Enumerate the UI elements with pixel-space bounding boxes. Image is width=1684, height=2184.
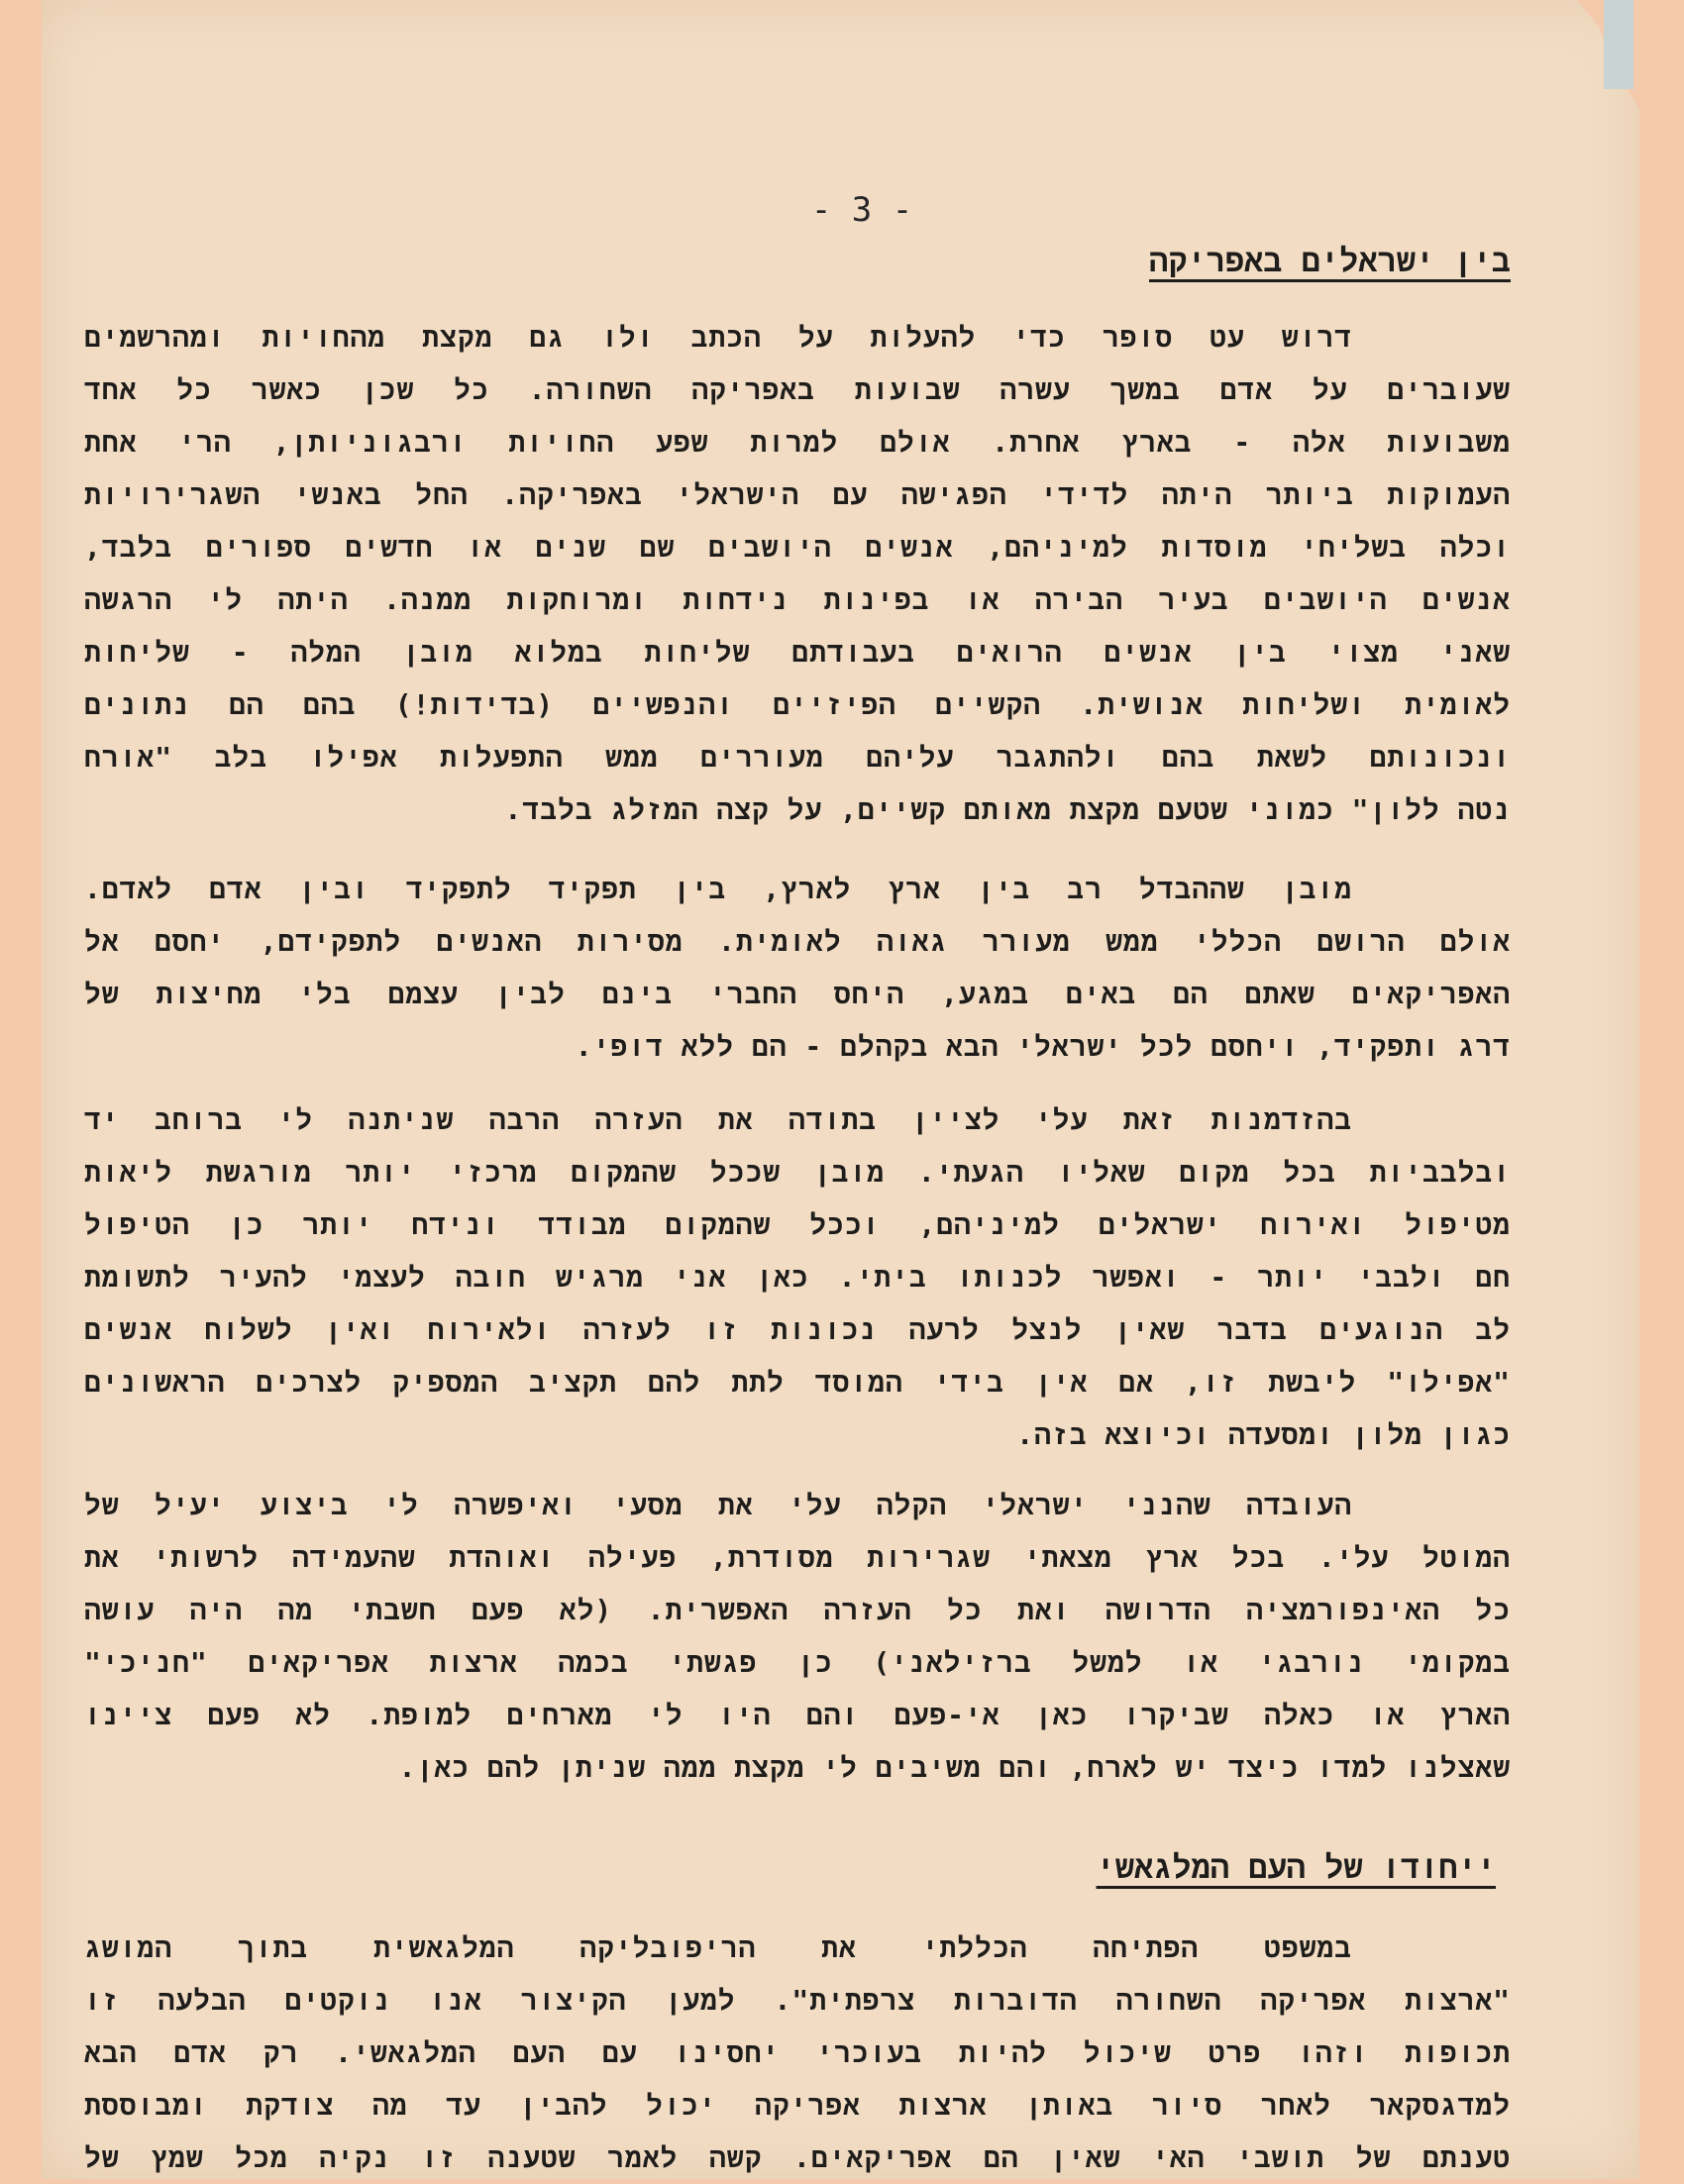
text-line: הארץ או כאלה שביקרו כאן אי-פעם והם היו לי מארחים למופת. לא פעם ציינו <box>84 1699 1511 1731</box>
text-line: כל האינפורמציה הדרושה ואת כל העזרה האפשרית. (לא פעם חשבתי מה היה עושה <box>84 1594 1511 1626</box>
text-line: שאצלנו למדו כיצד יש לארח, והם משיבים לי מקצת ממה שניתן להם כאן. <box>398 1751 1511 1784</box>
text-line: לאומית ושליחות אנושית. הקשיים הפיזיים והנפשיים (בדידות!) בהם הם נתונים <box>84 688 1511 721</box>
paragraph-5 <box>84 1922 1511 2184</box>
text-line: העובדה שהנני ישראלי הקלה עלי את מסעי ואיפשרה לי ביצוע יעיל של <box>84 1489 1352 1521</box>
text-line: במקומי נורבגי או למשל ברזילאני) כן פגשתי בכמה ארצות אפריקאים "חניכי" <box>84 1646 1511 1679</box>
page-number: - 3 - <box>810 190 913 230</box>
paragraph-1 <box>84 311 1511 836</box>
text-line: משבועות אלה - בארץ אחרת. אולם למרות שפע החויות ורבגוניותן, הרי אחת <box>84 426 1511 459</box>
text-line: "ארצות אפריקה השחורה הדוברות צרפתית". למען הקיצור אנו נוקטים הבלעה זו <box>84 1984 1511 2017</box>
tape-strip <box>1604 0 1633 89</box>
text-line: אולם הרושם הכללי ממש מעורר גאוה לאומית. מסירות האנשים לתפקידם, יחסם אל <box>84 925 1511 958</box>
text-line: במשפט הפתיחה הכללתי את הריפובליקה המלגאשית בתוך המושג <box>84 1931 1352 1964</box>
text-line: חם ולבבי יותר - ואפשר לכנותו ביתי. כאן אני מרגיש חובה לעצמי להעיר לתשומת <box>84 1261 1511 1294</box>
text-line: האפריקאים שאתם הם באים במגע, היחס החברי בינם לבין עצמם בלי מחיצות של <box>84 978 1511 1010</box>
text-line: העמוקות ביותר היתה לדידי הפגישה עם הישראלי באפריקה. החל באנשי השגרירויות <box>84 478 1511 511</box>
text-line: שעוברים על אדם במשך עשרה שבועות באפריקה השחורה. כל שכן כאשר כל אחד <box>84 373 1511 406</box>
text-line: "אפילו" ליבשת זו, אם אין בידי המוסד לתת להם תקציב המספיק לצרכים הראשונים <box>84 1366 1511 1399</box>
paragraph-2 <box>84 863 1511 1073</box>
text-line: וכלה בשליחי מוסדות למיניהם, אנשים היושבים שם שנים או חדשים ספורים בלבד, <box>84 531 1511 564</box>
text-line: אנשים היושבים בעיר הבירה או בפינות נידחות ומרוחקות ממנה. היתה לי הרגשה <box>84 583 1511 616</box>
text-line: שאני מצוי בין אנשים הרואים בעבודתם שליחות במלוא מובן המלה - שליחות <box>84 636 1511 669</box>
text-line: דרג ותפקיד, ויחסם לכל ישראלי הבא בקהלם - הם ללא דופי. <box>575 1030 1511 1063</box>
text-line: ונכונותם לשאת בהם ולהתגבר עליהם מעוררים ממש התפעלות אפילו בלב "אורח <box>84 741 1511 774</box>
paragraph-3 <box>84 1093 1511 1461</box>
text-line: מטיפול ואירוח ישראלים למיניהם, וככל שהמקום מבודד ונידח יותר כן הטיפול <box>84 1208 1511 1241</box>
text-line: כגון מלון ומסעדה וכיוצא בזה. <box>1016 1418 1511 1451</box>
text-line: בהזדמנות זאת עלי לציין בתודה את העזרה הרבה שניתנה לי ברוחב יד <box>84 1103 1352 1136</box>
text-line: לב הנוגעים בדבר שאין לנצל לרעה נכונות זו לעזרה ולאירוח ואין לשלוח אנשים <box>84 1313 1511 1346</box>
text-line: מובן שההבדל רב בין ארץ לארץ, בין תפקיד לתפקיד ובין אדם לאדם. <box>84 873 1352 905</box>
section-heading-1: בין ישראלים באפריקה <box>1149 242 1511 279</box>
paragraph-4 <box>84 1479 1511 1794</box>
text-line: דרוש עט סופר כדי להעלות על הכתב ולו גם מקצת מהחויות ומהרשמים <box>84 321 1352 354</box>
text-line: תכופות וזהו פרט שיכול להיות בעוכרי יחסינו עם העם המלגאשי. רק אדם הבא <box>84 2036 1511 2069</box>
text-line: טענתם של תושבי האי שאין הם אפריקאים. קשה לאמר שטענה זו נקיה מכל שמץ של <box>84 2141 1511 2174</box>
text-line: נטה ללון" כמוני שטעם מקצת מאותם קשיים, על קצה המזלג בלבד. <box>504 793 1511 826</box>
section-heading-2: ייחודו של העם המלגאשי <box>1096 1848 1496 1886</box>
text-line: המוטל עלי. בכל ארץ מצאתי שגרירות מסודרת, פעילה ואוהדת שהעמידה לרשותי את <box>84 1541 1511 1574</box>
text-line: למדגסקאר לאחר סיור באותן ארצות אפריקה יכול להבין עד מה צודקת ומבוססת <box>84 2089 1512 2122</box>
text-line: ובלבביות בכל מקום שאליו הגעתי. מובן שככל שהמקום מרכזי יותר מורגשת ליאות <box>84 1156 1511 1189</box>
